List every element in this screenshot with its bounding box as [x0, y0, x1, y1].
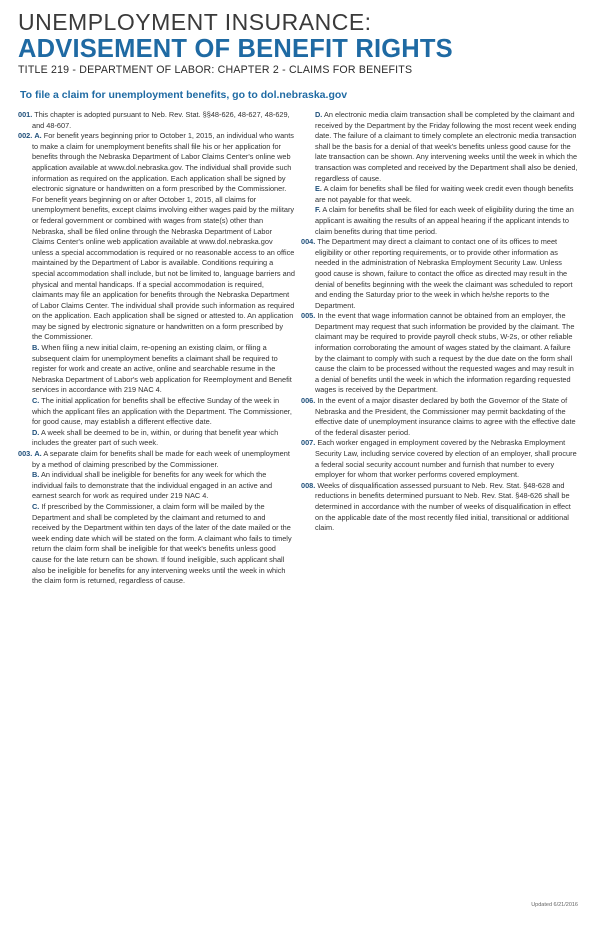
- title-line-1: UNEMPLOYMENT INSURANCE:: [18, 9, 372, 35]
- section-007: 007. Each worker engaged in employment covered by the Nebraska Employment Security Law, including service covered by election of an employer, shall procure a federal social security account number and furnish that number to every employer for whom that worker performs covered employment.: [301, 438, 577, 480]
- section-002-a: 002. A. For benefit years beginning prior to October 1, 2015, an individual who wants to make a claim for unemployment benefits shall file his or her application for benefits through the Nebraska Department of Labor Claims Center's online web application available at www.dol.nebraska.gov. The individual shall provide such information as required on the application. Each application shall be signed by electronic signature or handwritten on a form prescribed by the Commissioner.: [18, 131, 294, 194]
- section-003-c: C. If prescribed by the Commissioner, a claim form will be mailed by the Department and shall be completed by the claimant and returned to and received by the Department within ten days of the later of the date mailed or the week ending date which will be stated on the form. A claimant who fails to timely return the claim form shall be ineligible for that week's benefits unless good cause for the late return can be shown. If found ineligible, such applicant shall also be ineligible for benefits for any intervening weeks until the week in which the claim form is returned, regardless of cause.: [32, 501, 292, 586]
- body-columns: [18, 110, 578, 587]
- filing-text: To file a claim for unemployment benefits, go to: [20, 89, 261, 101]
- section-002-d: D. A week shall be deemed to be in, within, or during that benefit year which includes the greater part of such week.: [32, 427, 279, 448]
- section-003-d: D. An electronic media claim transaction shall be completed by the claimant and received by the Department by the Friday following the most recent week ending date. The failure of a claimant to timely complete an electronic media transaction shall be the basis for a denial of that week's benefits unless good cause for the late transaction can be shown. Any intervening weeks until the week in which the transaction was completed and received by the Department shall also be denied, regardless of cause.: [315, 110, 578, 183]
- right-column: [301, 110, 578, 587]
- updated-date: Updated 6/21/2016: [531, 902, 578, 908]
- filing-instruction: [18, 89, 578, 101]
- title-line-3: TITLE 219 - DEPARTMENT OF LABOR: CHAPTER 2 - CLAIMS FOR BENEFITS: [18, 64, 413, 76]
- section-003-f: F. A claim for benefits shall be filed for each week of eligibility during the time an applicant is awaiting the results of an appeal hearing if the applicant intends to claim benefits during that time period.: [315, 205, 574, 236]
- filing-url-link[interactable]: dol.nebraska.gov: [260, 89, 348, 101]
- section-004: 004. The Department may direct a claimant to contact one of its offices to meet eligibility or other reporting requirements, or to provide other information as needed in the administration of Nebraska Employment Security Law. Unless good cause is shown, failure to contact the office as directed may result in the denial of benefits beginning with the week the claimant was scheduled to report and ending the Saturday prior to the week in which he/she reports to the Department.: [301, 237, 573, 310]
- section-006: 006. In the event of a major disaster declared by both the Governor of the State of Nebraska and the President, the Commissioner may permit backdating of the effective date of unemployment insurance claims to agree with the effective date of the federal disaster period.: [301, 396, 576, 437]
- left-column: [18, 110, 295, 587]
- section-001: 001. This chapter is adopted pursuant to Neb. Rev. Stat. §§48-626, 48-627, 48-629, and 48-607.: [18, 110, 290, 130]
- section-005: 005. In the event that wage information cannot be obtained from an employer, the Department may request that such information be provided by the claimant. The claimant may be required to provide payroll check stubs, W-2s, or other reliable information corroborating the amount of wages stated by the claimant. A failure by the claimant to comply with such a request by the due date on the form shall cause the claim to be processed without the requested wages and may result in a denial of benefits until the week in which the information regarding requested wages is received by the Department.: [301, 311, 575, 395]
- title-line-2: ADVISEMENT OF BENEFIT RIGHTS: [18, 35, 453, 63]
- section-002-b: B. When filing a new initial claim, re-opening an existing claim, or filing a subsequent claim for unemployment benefits a claimant shall be required to register for work and create an active, online and searchable resume in the Nebraska Department of Labor's web application for Reemployment and Benefit services in accordance with 219 NAC 4.: [32, 343, 292, 395]
- section-003-b: B. An individual shall be ineligible for benefits for any week for which the individual fails to demonstrate that the individual engaged in an active and earnest search for work as required under 219 NAC 4.: [32, 470, 273, 501]
- section-008: 008. Weeks of disqualification assessed pursuant to Neb. Rev. Stat. §48-628 and reductions in benefits determined pursuant to Neb. Rev. Stat. §48-626 shall be determined in accordance with the number of weeks of disqualification in effect on the applicable date of the most recently filed initial, transitional or additional claim.: [301, 480, 571, 533]
- section-003-a: 003. A. A separate claim for benefits shall be made for each week of unemployment by a method of claiming prescribed by the Commissioner.: [18, 449, 290, 469]
- section-003-e: E. A claim for benefits shall be filed for waiting week credit even though benefits are not payable for that week.: [315, 184, 574, 204]
- section-002-a-cont: For benefit years beginning on or after October 1, 2015, all claims for unemployment benefits, except claims involving either wages paid by the military or federal government or combined with wages from state(s) other than Nebraska, shall be filed online through the Nebraska Department of Labor Claims Center's online web application available at www.dol.nebraska.gov unless a special accommodation is required or no reasonable access to an office maintained by the Department of Labor is available. Conditions requiring a special accommodation shall include, but not be limited to, language barriers and physical and mental handicaps. If a special accommodation is required, claimants may file an application for benefits through the Nebraska Department of Labor Claims Center. The individual shall provide such information as required on the application. Each application shall be signed or attested to. An application may be signed by electronic signature or handwritten on a form prescribed by the Commissioner.: [32, 194, 295, 342]
- section-002-c: C. The initial application for benefits shall be effective Sunday of the week in which the applicant files an application with the Department. The Commissioner, for good cause, may establish a different effective date.: [32, 396, 292, 427]
